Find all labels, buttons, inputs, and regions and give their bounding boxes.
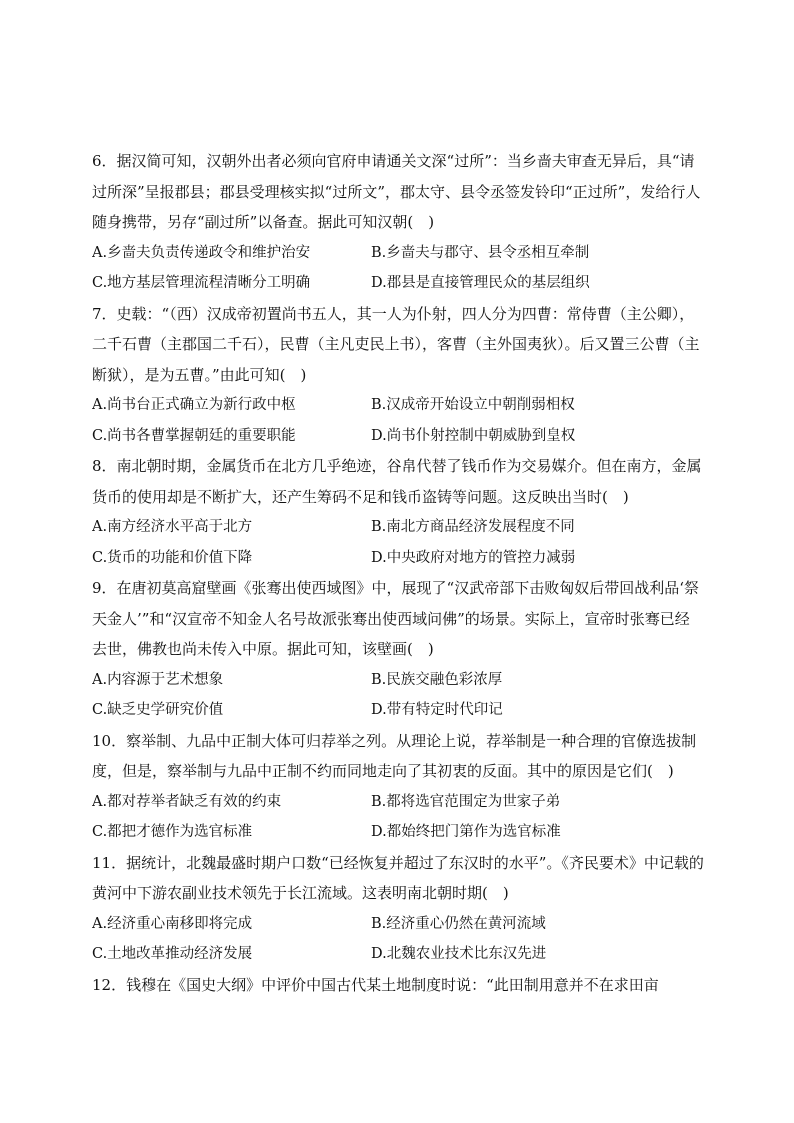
option-b: B.汉成帝开始设立中朝削弱相权: [371, 397, 575, 413]
option-b: B.都将选官范围定为世家子弟: [371, 793, 561, 810]
question-8: [92, 451, 704, 573]
option-d: D.郡县是直接管理民众的基层组织: [371, 275, 590, 291]
option-d: D.尚书仆射控制中朝威胁到皇权: [371, 427, 576, 444]
option-a: A.尚书台正式确立为新行政中枢: [92, 397, 296, 413]
option-b: B.南北方商品经济发展程度不同: [371, 519, 575, 535]
option-d: D.带有特定时代印记: [371, 702, 503, 718]
exam-page: [92, 146, 704, 1000]
option-d: D.都始终把门第作为选官标准: [371, 824, 561, 840]
option-a: A.内容源于艺术想象: [92, 671, 224, 688]
question-stem: 7．史载：“（西）汉成帝初置尚书五人，其一人为仆射，四人分为四曹：常侍曹（主公卿），二千石曹（主郡国二千石），民曹（主凡吏民上书），客曹（主外国夷狄）。后又置三公曹（主断狱），是为五曹。”由此可知( ): [92, 304, 700, 384]
option-a: A.南方经济水平高于北方: [92, 519, 253, 535]
question-10: [92, 726, 704, 848]
question-9: [92, 573, 704, 726]
question-12: [92, 970, 704, 1001]
question-stem: 12．钱穆在《国史大纲》中评价中国古代某土地制度时说：“此田制用意并不在求田亩: [92, 975, 659, 994]
options-grid: [92, 787, 704, 848]
options-grid: [92, 238, 704, 299]
option-a: A.经济重心南移即将完成: [92, 915, 253, 932]
option-c: C.土地改革推动经济发展: [92, 946, 253, 962]
option-b: B.经济重心仍然在黄河流域: [371, 915, 546, 932]
options-grid: [92, 390, 704, 451]
question-6: [92, 146, 704, 299]
question-stem: 11．据统计，北魏最盛时期户口数“已经恢复并超过了东汉时的水平”。《齐民要术》中记载的黄河中下游农副业技术领先于长江流域。这表明南北朝时期( ): [92, 853, 704, 902]
options-grid: [92, 512, 704, 573]
option-a: A.乡啬夫负责传递政令和维护治安: [92, 244, 311, 261]
option-c: C.都把才德作为选官标准: [92, 824, 253, 840]
question-stem: 10．察举制、九品中正制大体可归荐举之列。从理论上说，荐举制是一种合理的官僚选拔制度，但是，察举制与九品中正制不约而同地走向了其初衷的反面。其中的原因是它们( ): [92, 731, 697, 780]
option-a: A.都对荐举者缺乏有效的约束: [92, 793, 282, 810]
question-7: [92, 299, 704, 452]
option-b: B.民族交融色彩浓厚: [371, 671, 503, 688]
options-grid: [92, 665, 704, 726]
question-stem: 9．在唐初莫高窟壁画《张骞出使西域图》中，展现了“汉武帝部下击败匈奴后带回战利品‘祭天金人’”和“汉宣帝不知金人名号故派张骞出使西域问佛”的场景。实际上，宣帝时张骞已经去世，佛教也尚未传入中原。据此可知，该壁画( ): [92, 579, 699, 658]
question-stem: 6．据汉简可知，汉朝外出者必须向官府申请通关文深“过所”：当乡啬夫审查无异后，具“请过所深”呈报郡县；郡县受理核实拟“过所文”，郡太守、县令丞签发铃印“正过所”，发给行人随身携带，另存“副过所”以备查。据此可知汉朝( ): [92, 152, 701, 231]
option-c: C.尚书各曹掌握朝廷的重要职能: [92, 427, 296, 444]
option-d: D.北魏农业技术比东汉先进: [371, 946, 547, 962]
options-grid: [92, 909, 704, 970]
option-c: C.缺乏史学研究价值: [92, 702, 224, 718]
question-stem: 8．南北朝时期，金属货币在北方几乎绝迹，谷帛代替了钱币作为交易媒介。但在南方，金属货币的使用却是不断扩大，还产生筹码不足和钱币盗铸等问题。这反映出当时( ): [92, 457, 702, 506]
option-b: B.乡啬夫与郡守、县令丞相互牵制: [371, 244, 590, 261]
option-c: C.地方基层管理流程清晰分工明确: [92, 275, 311, 291]
option-d: D.中央政府对地方的管控力减弱: [371, 549, 576, 566]
option-c: C.货币的功能和价值下降: [92, 549, 253, 566]
question-11: [92, 848, 704, 970]
